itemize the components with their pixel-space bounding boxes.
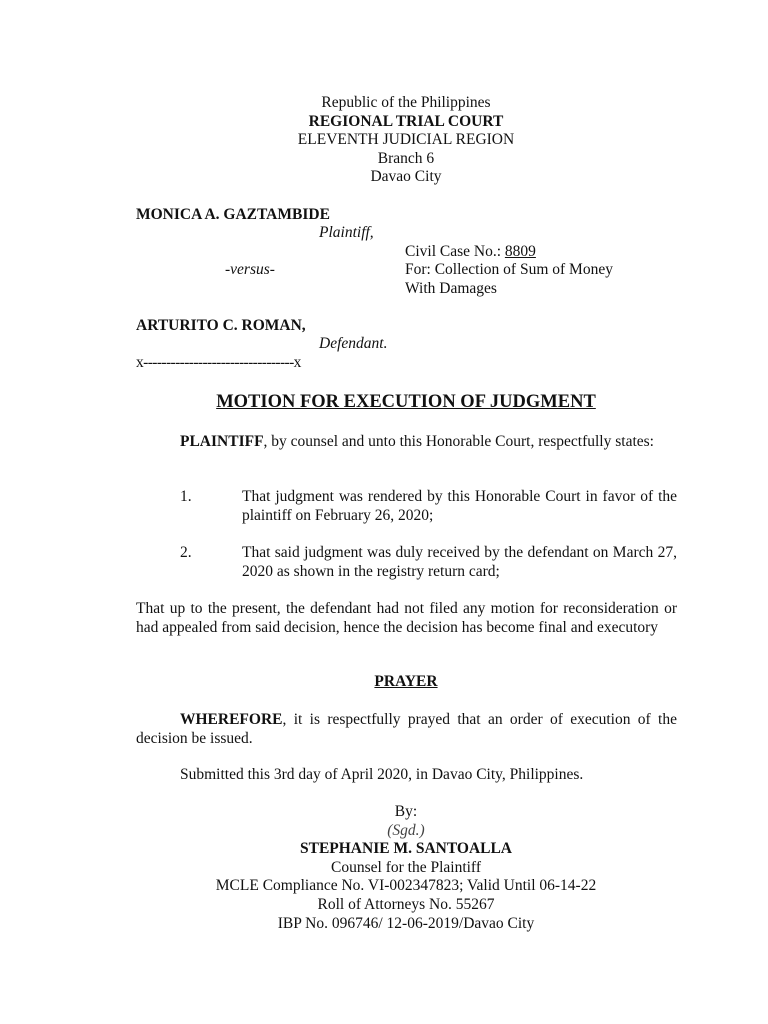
- prayer-paragraph: [136, 711, 677, 748]
- header-city: Davao City: [370, 168, 442, 185]
- defendant-role: Defendant.: [319, 335, 388, 352]
- counsel-name: STEPHANIE M. SANTOALLA: [299, 840, 513, 857]
- header-court: REGIONAL TRIAL COURT: [308, 113, 504, 130]
- caption-separator: x---------------------------------x: [136, 354, 301, 371]
- plaintiff-name: MONICA A. GAZTAMBIDE: [136, 206, 330, 223]
- prayer-heading: PRAYER: [374, 673, 438, 690]
- prayer-rest: , it is respectfully prayed that an order of execution of the decision be issued.: [136, 711, 677, 747]
- mcle-compliance: MCLE Compliance No. VI-002347823; Valid Until 06-14-22: [215, 877, 597, 894]
- case-nature-line2: With Damages: [405, 280, 497, 297]
- plaintiff-role: Plaintiff,: [319, 224, 374, 241]
- header-region: ELEVENTH JUDICIAL REGION: [297, 131, 515, 148]
- header-republic: Republic of the Philippines: [321, 94, 491, 111]
- item-text: That said judgment was duly received by the defendant on March 27, 2020 as shown in the registry return card;: [242, 544, 677, 580]
- intro-rest: , by counsel and unto this Honorable Court, respectfully states:: [263, 433, 654, 450]
- ibp-number: IBP No. 096746/ 12-06-2019/Davao City: [277, 915, 535, 932]
- case-number: [405, 243, 536, 262]
- case-number-label: Civil Case No.:: [405, 243, 505, 260]
- intro-lead: PLAINTIFF: [180, 433, 264, 450]
- signature-by: By:: [394, 803, 418, 820]
- item-number: 1.: [180, 488, 192, 505]
- prayer-lead: WHEREFORE: [180, 711, 283, 728]
- counsel-role: Counsel for the Plaintiff: [331, 859, 481, 876]
- case-nature-line1: For: Collection of Sum of Money: [405, 261, 613, 278]
- roll-of-attorneys: Roll of Attorneys No. 55267: [317, 896, 495, 913]
- header-branch: Branch 6: [377, 150, 435, 167]
- signature-sgd: (Sgd.): [387, 822, 425, 839]
- finality-paragraph: That up to the present, the defendant had not filed any motion for reconsideration or had appealed from said decision, hence the decision has become final and executory: [136, 600, 677, 636]
- defendant-name: ARTURITO C. ROMAN,: [136, 317, 306, 334]
- document-title: MOTION FOR EXECUTION OF JUDGMENT: [216, 392, 596, 412]
- item-text: That judgment was rendered by this Honorable Court in favor of the plaintiff on February 26, 2020;: [242, 488, 677, 524]
- item-number: 2.: [180, 544, 192, 561]
- intro-paragraph: [136, 433, 677, 452]
- versus-label: -versus-: [225, 261, 275, 278]
- case-number-value: 8809: [504, 243, 536, 260]
- submitted-paragraph: Submitted this 3rd day of April 2020, in Davao City, Philippines.: [180, 766, 584, 783]
